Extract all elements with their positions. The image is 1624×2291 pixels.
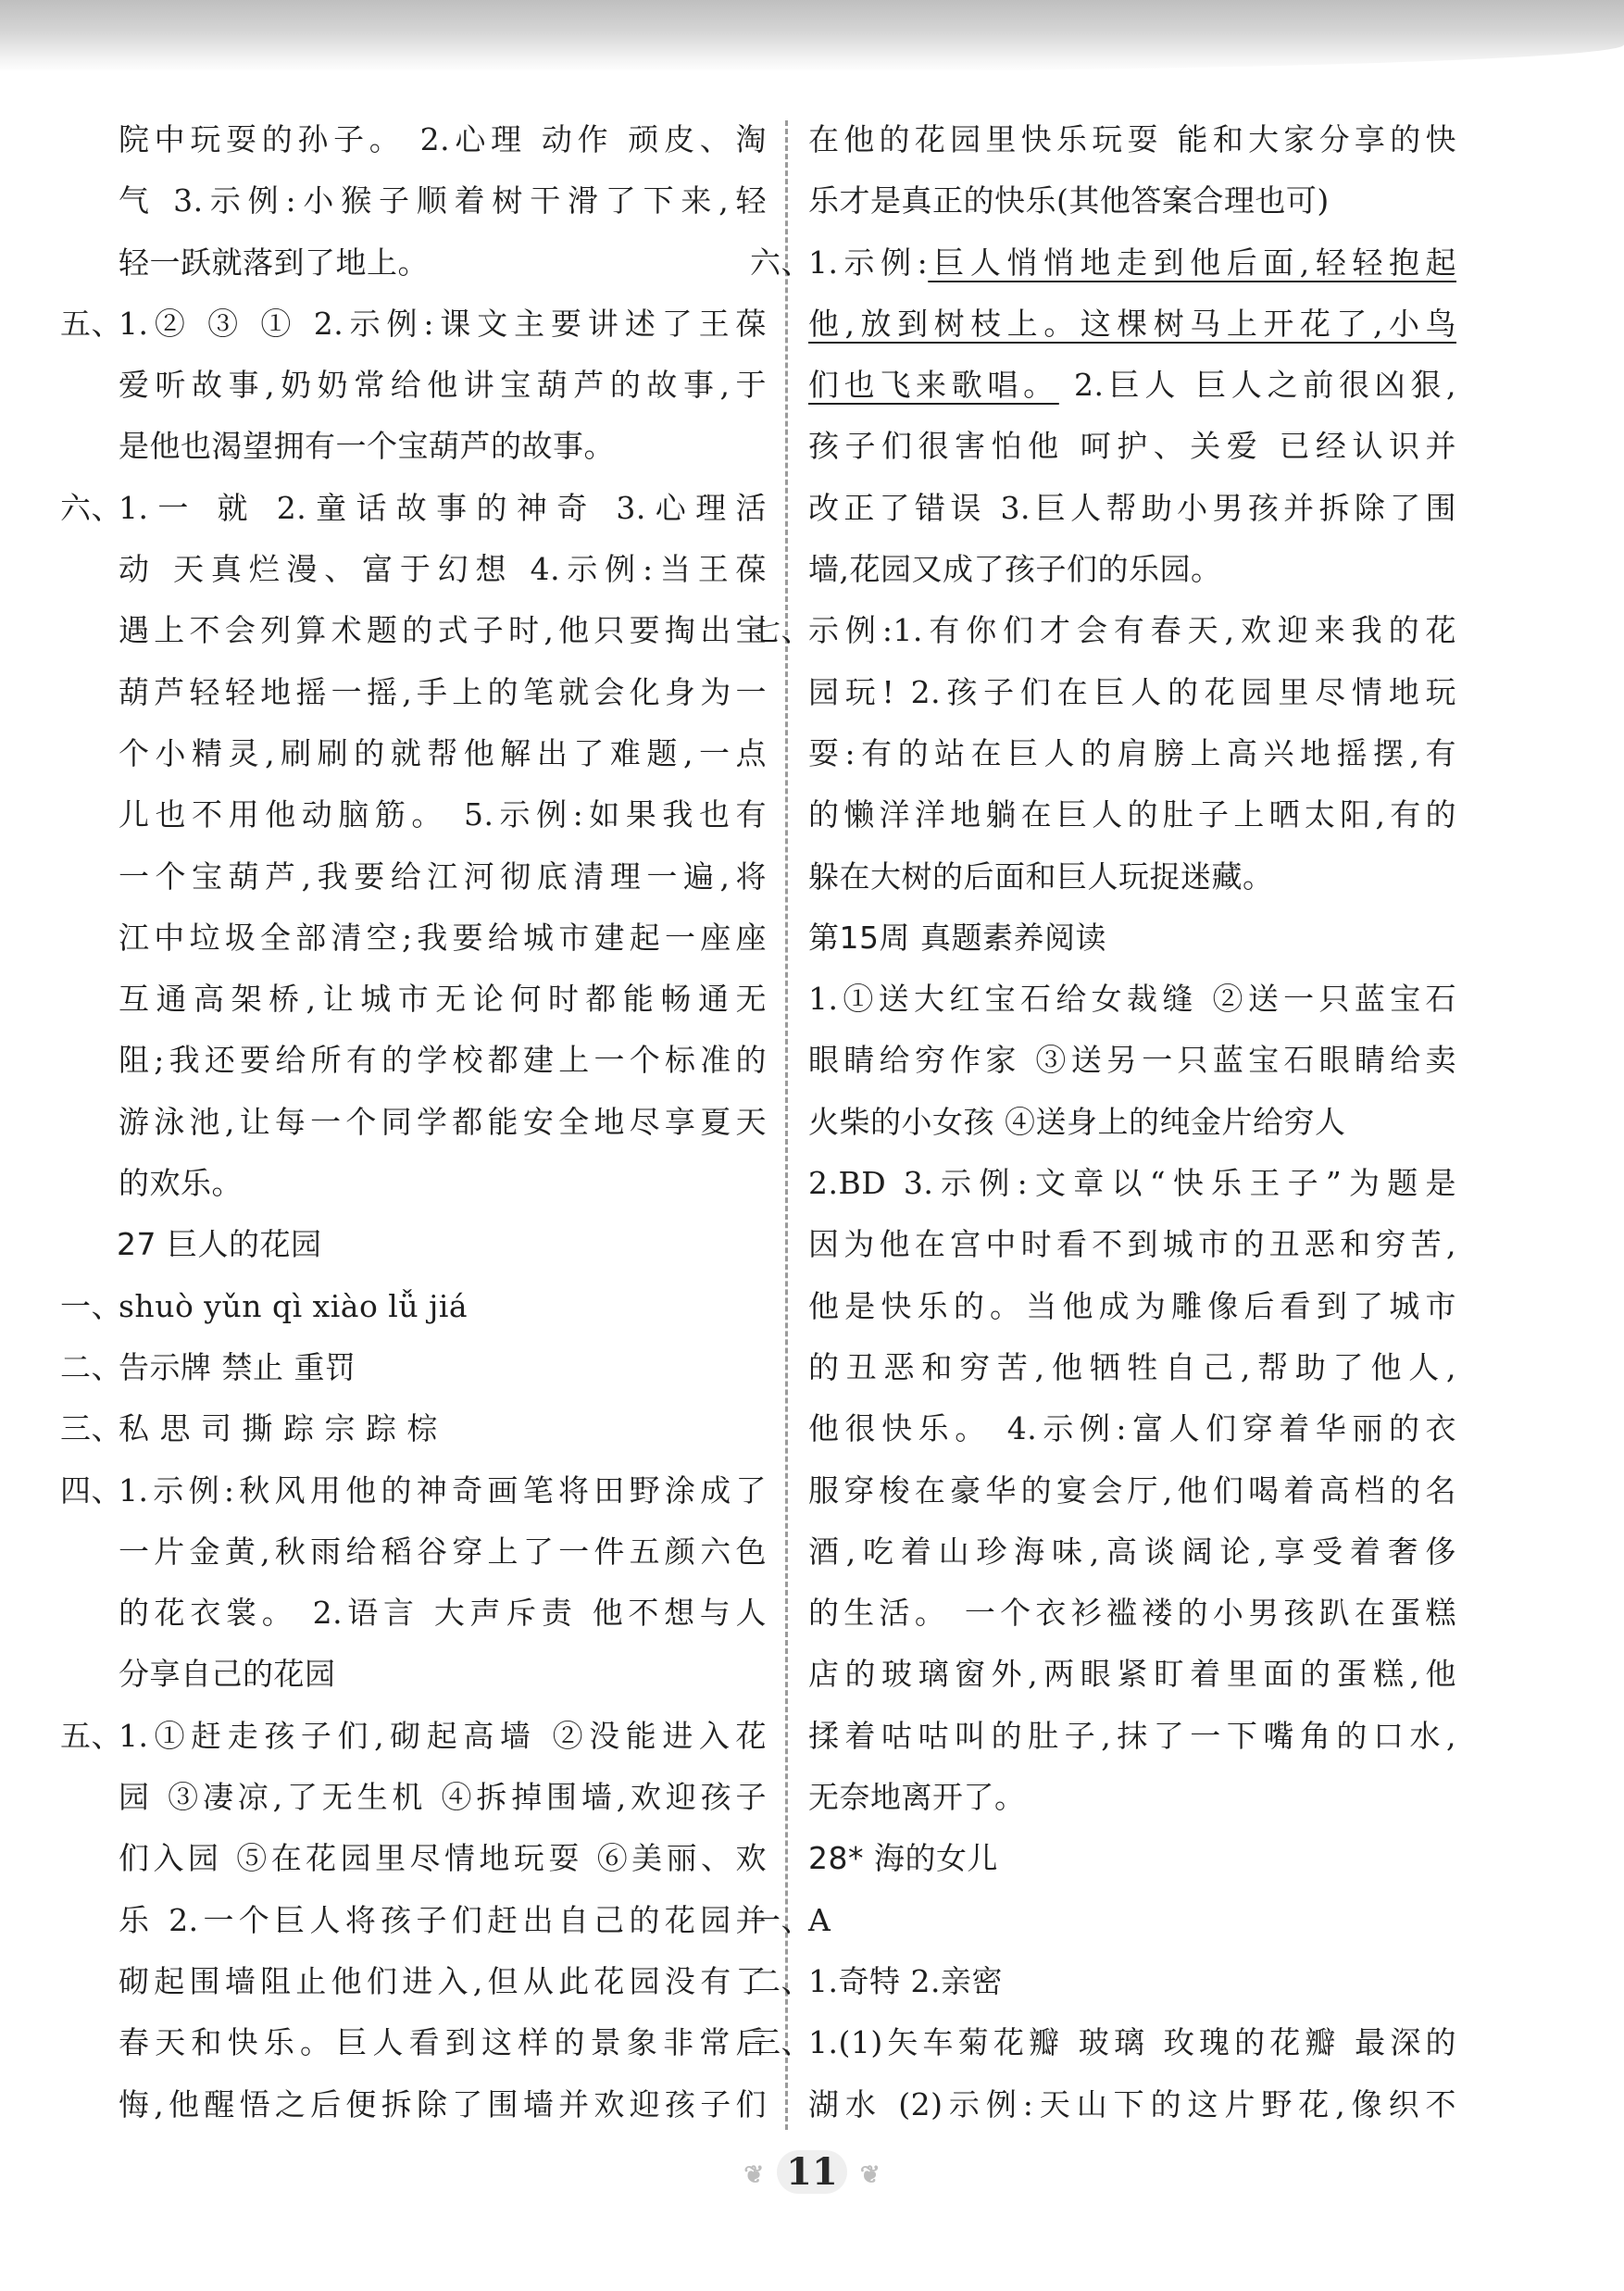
item-marker: 三、 <box>60 1410 122 1447</box>
line-text: 躲在大树的后面和巨人玩捉迷藏。 <box>808 858 1274 895</box>
line-text: 的丑恶和穷苦,他牺牲自己,帮助了他人, <box>808 1348 1456 1385</box>
item-marker: 五、 <box>60 305 122 342</box>
page-top-shadow <box>0 0 1624 72</box>
text-line <box>60 600 767 661</box>
text-line <box>750 2074 1456 2135</box>
section-heading <box>117 1214 767 1275</box>
line-text: 他是快乐的。当他成为雕像后看到了城市 <box>808 1287 1456 1324</box>
text-line <box>60 662 767 723</box>
item-marker: 一、 <box>60 1287 122 1324</box>
heading-text: 28* 海的女儿 <box>808 1840 998 1877</box>
text-line <box>750 355 1456 416</box>
text-line <box>60 2074 767 2135</box>
page-number-footer <box>0 2150 1624 2206</box>
text-line <box>60 1337 767 1398</box>
line-text: 园玩! 2.孩子们在巨人的花园里尽情地玩 <box>808 673 1456 710</box>
section-heading <box>808 1828 1456 1889</box>
text-line <box>750 662 1456 723</box>
line-text: 1.一 就 2.童话故事的神奇 3.心理活 <box>119 489 767 526</box>
item-marker: 二、 <box>60 1348 122 1385</box>
line-text: 店的玻璃窗外,两眼紧盯着里面的蛋糕,他 <box>808 1656 1456 1693</box>
heading-text: 第15周 真题素养阅读 <box>808 919 1106 956</box>
text-line <box>750 1214 1456 1275</box>
text-line <box>750 478 1456 539</box>
item-marker: 二、 <box>750 1962 812 1999</box>
line-text: 的欢乐。 <box>119 1165 243 1202</box>
line-text: 葫芦轻轻地摇一摇,手上的笔就会化身为一 <box>119 673 767 710</box>
text-line <box>750 232 1456 294</box>
item-marker: 七、 <box>750 612 812 649</box>
line-text: 他,放到树枝上。这棵树马上开花了,小鸟 <box>808 305 1456 342</box>
text-line <box>60 1767 767 1828</box>
line-text: 园 ③凄凉,了无生机 ④拆掉围墙,欢迎孩子 <box>119 1779 767 1816</box>
line-text: 的生活。 一个衣衫褴褛的小男孩趴在蛋糕 <box>808 1595 1456 1632</box>
line-text: 阻;我还要给所有的学校都建上一个标准的 <box>119 1042 767 1079</box>
text-line <box>60 1890 767 1951</box>
text-line <box>750 1460 1456 1521</box>
text-line <box>750 539 1456 600</box>
line-text: 他很快乐。 4.示例:富人们穿着华丽的衣 <box>808 1410 1456 1447</box>
line-text: 火柴的小女孩 ④送身上的纯金片给穷人 <box>808 1103 1346 1140</box>
line-text: 服穿梭在豪华的宴会厅,他们喝着高档的名 <box>808 1471 1456 1509</box>
text-line <box>60 1644 767 1705</box>
text-line <box>60 1398 767 1459</box>
text-line <box>750 1337 1456 1398</box>
left-column <box>60 109 767 2135</box>
line-text: 的懒洋洋地躺在巨人的肚子上晒太阳,有的 <box>808 796 1456 833</box>
line-text: 改正了错误 3.巨人帮助小男孩并拆除了围 <box>808 489 1456 526</box>
line-text: 私 思 司 撕 踪 宗 踪 棕 <box>119 1410 438 1447</box>
text-line <box>60 908 767 969</box>
text-line <box>750 723 1456 784</box>
line-text: 砌起围墙阻止他们进入,但从此花园没有了 <box>119 1962 767 1999</box>
item-marker: 六、 <box>750 244 812 281</box>
line-text: 孩子们很害怕他 呵护、关爱 已经认识并 <box>808 428 1456 465</box>
line-text: 江中垃圾全部清空;我要给城市建起一座座 <box>119 919 767 956</box>
text-line <box>750 1890 1456 1951</box>
text-line <box>750 109 1456 170</box>
text-line <box>60 416 767 477</box>
line-text: 个小精灵,刷刷的就帮他解出了难题,一点 <box>119 734 767 771</box>
text-line <box>750 2012 1456 2073</box>
line-text: 游泳池,让每一个同学都能安全地尽享夏天 <box>119 1103 767 1140</box>
text-line <box>60 1153 767 1214</box>
text-line <box>750 1644 1456 1705</box>
line-text: 乐才是真正的快乐(其他答案合理也可) <box>808 182 1330 219</box>
line-text: 耍:有的站在巨人的肩膀上高兴地摇摆,有 <box>808 734 1456 771</box>
leaf-ornament-right-icon: ❦ <box>859 2161 881 2189</box>
item-marker: 一、 <box>750 1901 812 1938</box>
line-text: 轻一跃就落到了地上。 <box>119 244 429 281</box>
text-line <box>60 1828 767 1889</box>
text-line <box>60 1951 767 2012</box>
text-line <box>750 416 1456 477</box>
line-text: 分享自己的花园 <box>119 1656 336 1693</box>
text-line <box>60 1706 767 1767</box>
line-text: 春天和快乐。巨人看到这样的景象非常后 <box>119 2024 767 2061</box>
text-line <box>750 969 1456 1030</box>
text-line <box>60 539 767 600</box>
text-line <box>60 1583 767 1644</box>
line-text: 湖水 (2)示例:天山下的这片野花,像织不 <box>808 2085 1456 2122</box>
text-line <box>750 1706 1456 1767</box>
line-text: 2.BD 3.示例:文章以“快乐王子”为题是 <box>808 1165 1456 1202</box>
text-line <box>60 1030 767 1091</box>
text-line <box>750 784 1456 845</box>
line-text: 1.示例:巨人悄悄地走到他后面,轻轻抱起 <box>808 244 1456 281</box>
line-text: 墙,花园又成了孩子们的乐园。 <box>808 551 1222 588</box>
line-text: 们也飞来歌唱。 2.巨人 巨人之前很凶狠, <box>808 367 1456 404</box>
section-heading <box>808 908 1456 969</box>
text-line <box>60 723 767 784</box>
text-line <box>750 1951 1456 2012</box>
text-line <box>60 1092 767 1153</box>
text-line <box>60 355 767 416</box>
line-text: 爱听故事,奶奶常给他讲宝葫芦的故事,于 <box>119 367 767 404</box>
line-text: shuò yǔn qì xiào lǚ jiá <box>119 1287 468 1324</box>
text-line <box>60 1276 767 1337</box>
line-text: 一片金黄,秋雨给稻谷穿上了一件五颜六色 <box>119 1533 767 1570</box>
line-text: 1.(1)矢车菊花瓣 玻璃 玫瑰的花瓣 最深的 <box>808 2024 1456 2061</box>
line-text: 1.①赶走孩子们,砌起高墙 ②没能进入花 <box>119 1717 767 1754</box>
leaf-ornament-left-icon: ❦ <box>743 2161 765 2189</box>
text-line <box>750 1767 1456 1828</box>
line-text: 1.奇特 2.亲密 <box>808 1962 1003 1999</box>
text-line <box>60 784 767 845</box>
text-line <box>750 1030 1456 1091</box>
text-line <box>60 294 767 355</box>
text-line <box>750 170 1456 232</box>
heading-text: 27 巨人的花园 <box>117 1226 322 1263</box>
line-text: 遇上不会列算术题的式子时,他只要掏出宝 <box>119 612 767 649</box>
line-text: 在他的花园里快乐玩耍 能和大家分享的快 <box>808 121 1456 157</box>
item-marker: 六、 <box>60 489 122 526</box>
text-line <box>60 969 767 1030</box>
line-text: 告示牌 禁止 重罚 <box>119 1348 356 1385</box>
line-text: 无奈地离开了。 <box>808 1779 1026 1816</box>
item-marker: 三、 <box>750 2024 812 2061</box>
text-line <box>60 1460 767 1521</box>
text-line <box>60 2012 767 2073</box>
line-text: 院中玩耍的孙子。 2.心理 动作 顽皮、淘 <box>119 121 767 157</box>
line-text: 们入园 ⑤在花园里尽情地玩耍 ⑥美丽、欢 <box>119 1840 767 1877</box>
line-text: 互通高架桥,让城市无论何时都能畅通无 <box>119 981 767 1018</box>
text-line <box>60 846 767 908</box>
line-text: 是他也渴望拥有一个宝葫芦的故事。 <box>119 428 615 465</box>
line-text: 眼睛给穷作家 ③送另一只蓝宝石眼睛给卖 <box>808 1042 1456 1079</box>
line-text: 酒,吃着山珍海味,高谈阔论,享受着奢侈 <box>808 1533 1456 1570</box>
line-text: 示例:1.有你们才会有春天,欢迎来我的花 <box>808 612 1456 649</box>
line-text: 悔,他醒悟之后便拆除了围墙并欢迎孩子们 <box>119 2085 767 2122</box>
text-line <box>750 1276 1456 1337</box>
text-line <box>750 1583 1456 1644</box>
text-line <box>750 1398 1456 1459</box>
line-text: 1.② ③ ① 2.示例:课文主要讲述了王葆 <box>119 305 767 342</box>
line-text: A <box>808 1901 831 1938</box>
line-text: 因为他在宫中时看不到城市的丑恶和穷苦, <box>808 1226 1456 1263</box>
line-text: 儿也不用他动脑筋。 5.示例:如果我也有 <box>119 796 767 833</box>
item-marker: 五、 <box>60 1717 122 1754</box>
text-line <box>60 170 767 232</box>
page-number: 11 <box>777 2150 847 2194</box>
line-text: 一个宝葫芦,我要给江河彻底清理一遍,将 <box>119 858 767 895</box>
text-line <box>750 1092 1456 1153</box>
item-marker: 四、 <box>60 1471 122 1509</box>
line-text: 1.①送大红宝石给女裁缝 ②送一只蓝宝石 <box>808 981 1456 1018</box>
text-line <box>60 232 767 294</box>
line-text: 的花衣裳。 2.语言 大声斥责 他不想与人 <box>119 1595 767 1632</box>
line-text: 揉着咕咕叫的肚子,抹了一下嘴角的口水, <box>808 1717 1456 1754</box>
text-line <box>60 1521 767 1583</box>
right-column <box>750 109 1456 2135</box>
text-line <box>750 294 1456 355</box>
line-text: 气 3.示例:小猴子顺着树干滑了下来,轻 <box>119 182 767 219</box>
text-line <box>60 109 767 170</box>
text-line <box>750 1153 1456 1214</box>
text-line <box>750 846 1456 908</box>
line-text: 动 天真烂漫、富于幻想 4.示例:当王葆 <box>119 551 767 588</box>
line-text: 1.示例:秋风用他的神奇画笔将田野涂成了 <box>119 1471 767 1509</box>
text-line <box>750 1521 1456 1583</box>
text-line <box>750 600 1456 661</box>
line-text: 乐 2.一个巨人将孩子们赶出自己的花园并 <box>119 1901 767 1938</box>
text-line <box>60 478 767 539</box>
